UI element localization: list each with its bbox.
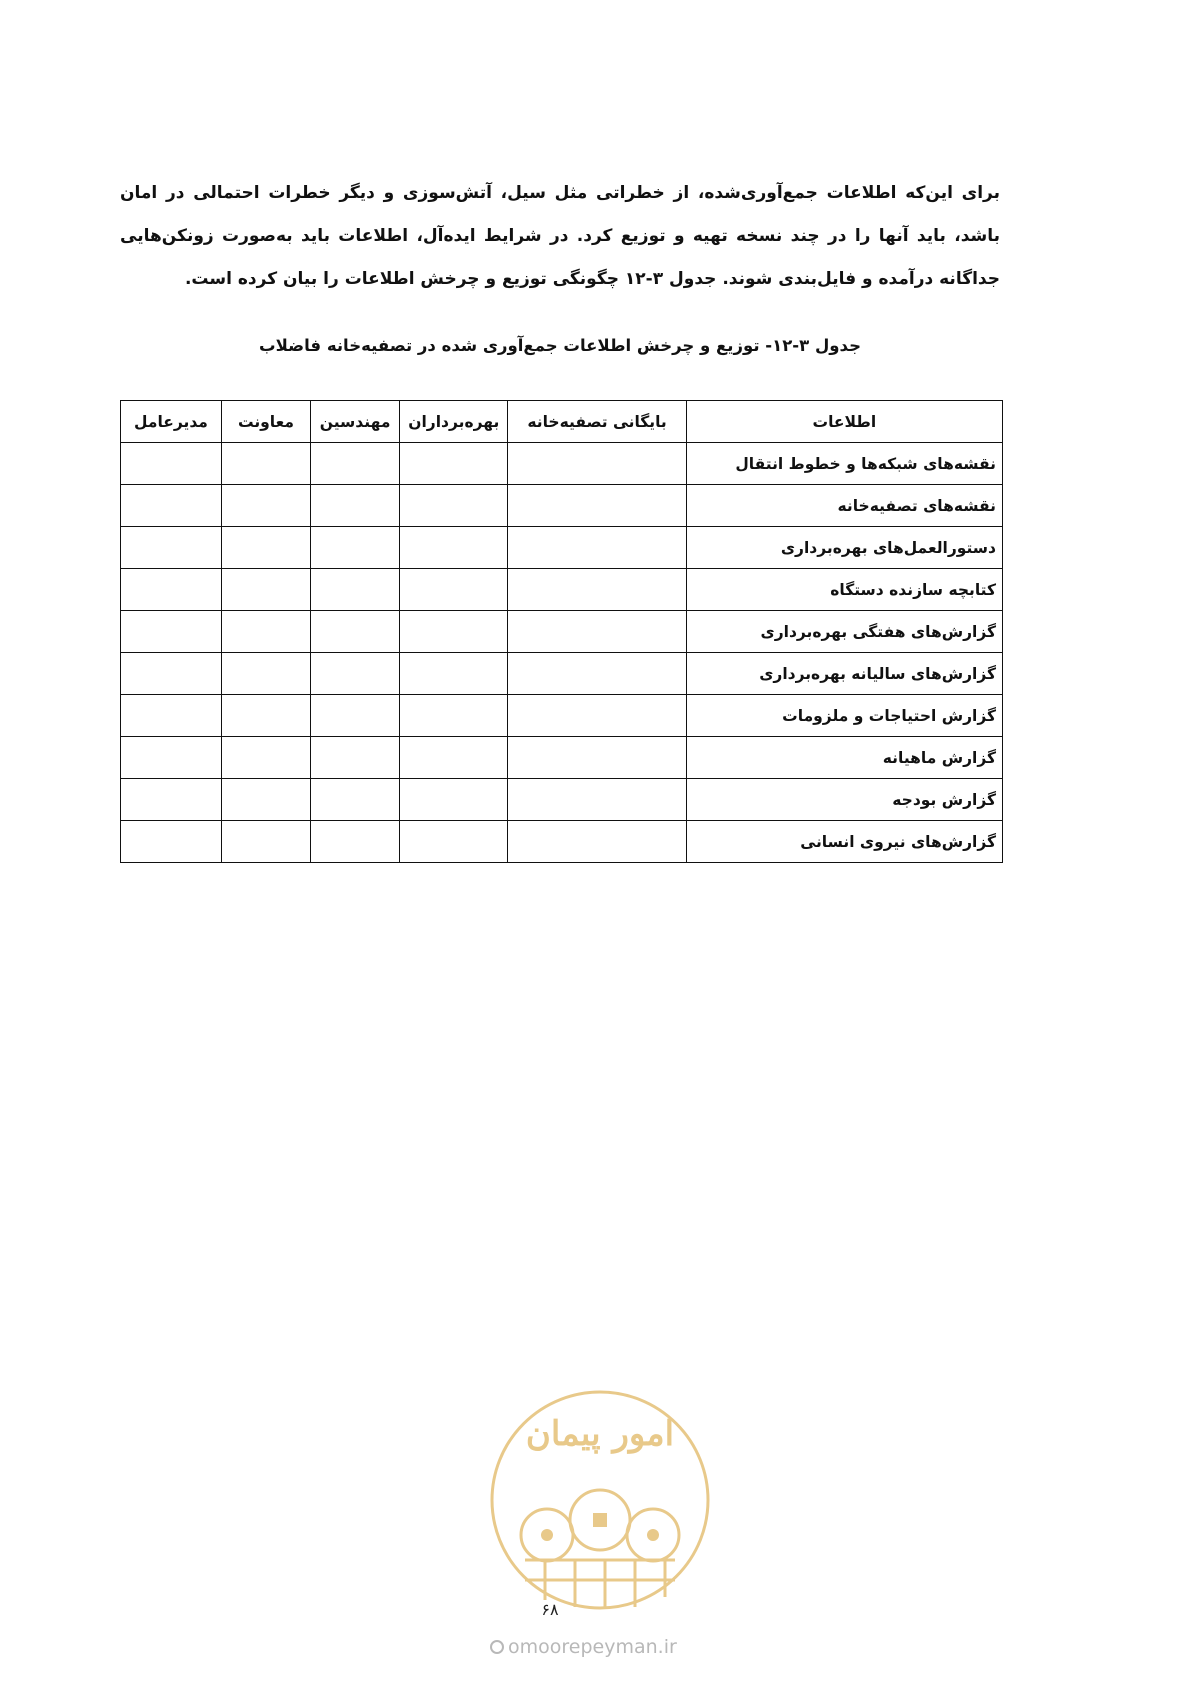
empty-cell xyxy=(311,695,400,737)
empty-cell xyxy=(311,485,400,527)
empty-cell xyxy=(311,653,400,695)
empty-cell xyxy=(311,821,400,863)
empty-cell xyxy=(400,443,508,485)
empty-cell xyxy=(311,737,400,779)
empty-cell xyxy=(400,695,508,737)
header-cell: مدیرعامل xyxy=(121,401,222,443)
row-label: گزارش‌های نیروی انسانی xyxy=(686,821,1002,863)
empty-cell xyxy=(508,653,686,695)
empty-cell xyxy=(400,653,508,695)
empty-cell xyxy=(121,569,222,611)
empty-cell xyxy=(121,527,222,569)
row-label: کتابچه سازنده دستگاه xyxy=(686,569,1002,611)
empty-cell xyxy=(400,779,508,821)
table-row xyxy=(121,821,1003,863)
empty-cell xyxy=(400,527,508,569)
page-number: ۶۸ xyxy=(541,1600,559,1619)
empty-cell xyxy=(508,527,686,569)
table-row xyxy=(121,485,1003,527)
empty-cell xyxy=(311,443,400,485)
distribution-table xyxy=(120,400,1003,863)
row-label: گزارش بودجه xyxy=(686,779,1002,821)
watermark-logo-text: امور پیمان xyxy=(525,1414,675,1454)
table-row xyxy=(121,695,1003,737)
at-icon xyxy=(490,1640,504,1654)
empty-cell xyxy=(121,653,222,695)
empty-cell xyxy=(121,611,222,653)
table-row xyxy=(121,527,1003,569)
empty-cell xyxy=(400,737,508,779)
header-cell: بایگانی تصفیه‌خانه xyxy=(508,401,686,443)
watermark-site xyxy=(490,1636,720,1658)
table-row xyxy=(121,779,1003,821)
empty-cell xyxy=(121,779,222,821)
empty-cell xyxy=(221,821,310,863)
header-cell: اطلاعات xyxy=(686,401,1002,443)
empty-cell xyxy=(400,821,508,863)
empty-cell xyxy=(508,737,686,779)
header-cell: معاونت xyxy=(221,401,310,443)
empty-cell xyxy=(508,821,686,863)
empty-cell xyxy=(508,443,686,485)
empty-cell xyxy=(221,611,310,653)
empty-cell xyxy=(508,695,686,737)
header-cell: مهندسین xyxy=(311,401,400,443)
empty-cell xyxy=(221,527,310,569)
empty-cell xyxy=(121,485,222,527)
empty-cell xyxy=(221,569,310,611)
row-label: دستورالعمل‌های بهره‌برداری xyxy=(686,527,1002,569)
row-label: نقشه‌های تصفیه‌خانه xyxy=(686,485,1002,527)
table-row xyxy=(121,569,1003,611)
row-label: گزارش‌های سالیانه بهره‌برداری xyxy=(686,653,1002,695)
body-paragraph: برای این‌که اطلاعات جمع‌آوری‌شده، از خطراتی مثل سیل، آتش‌سوزی و دیگر خطرات احتمالی در امان باشد، باید آنها را در چند نسخه تهیه و توزیع کرد. در شرایط ایده‌آل، اطلاعات باید به‌صورت زونکن‌هایی جداگانه درآمده و فایل‌بندی شوند. جدول ۳-۱۲ چگونگی توزیع و چرخش اطلاعات را بیان کرده است. xyxy=(120,183,1000,289)
empty-cell xyxy=(221,779,310,821)
table-row xyxy=(121,443,1003,485)
empty-cell xyxy=(508,485,686,527)
empty-cell xyxy=(508,569,686,611)
row-label: گزارش احتیاجات و ملزومات xyxy=(686,695,1002,737)
empty-cell xyxy=(400,569,508,611)
empty-cell xyxy=(221,443,310,485)
watermark-site-text: omoorepeyman.ir xyxy=(508,1636,677,1658)
empty-cell xyxy=(400,485,508,527)
empty-cell xyxy=(311,779,400,821)
header-cell: بهره‌برداران xyxy=(400,401,508,443)
table-row xyxy=(121,611,1003,653)
empty-cell xyxy=(221,653,310,695)
empty-cell xyxy=(121,821,222,863)
empty-cell xyxy=(311,527,400,569)
row-label: گزارش‌های هفتگی بهره‌برداری xyxy=(686,611,1002,653)
empty-cell xyxy=(508,611,686,653)
empty-cell xyxy=(311,611,400,653)
empty-cell xyxy=(221,485,310,527)
empty-cell xyxy=(221,737,310,779)
watermark-logo xyxy=(485,1385,715,1615)
empty-cell xyxy=(221,695,310,737)
table-row xyxy=(121,653,1003,695)
empty-cell xyxy=(121,443,222,485)
table-header-row xyxy=(121,401,1003,443)
empty-cell xyxy=(400,611,508,653)
row-label: گزارش ماهیانه xyxy=(686,737,1002,779)
table-caption: جدول ۳-۱۲- توزیع و چرخش اطلاعات جمع‌آوری شده در تصفیه‌خانه فاضلاب xyxy=(259,336,861,355)
table-row xyxy=(121,737,1003,779)
empty-cell xyxy=(121,695,222,737)
empty-cell xyxy=(121,737,222,779)
row-label: نقشه‌های شبکه‌ها و خطوط انتقال xyxy=(686,443,1002,485)
empty-cell xyxy=(508,779,686,821)
empty-cell xyxy=(311,569,400,611)
